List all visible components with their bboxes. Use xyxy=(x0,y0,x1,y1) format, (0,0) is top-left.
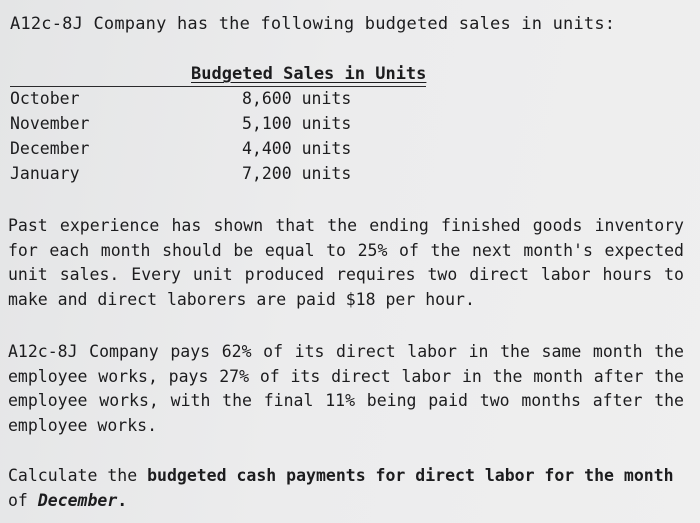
intro-text: A12c-8J Company has the following budgeted sales in units: xyxy=(10,14,616,34)
question-suffix: . xyxy=(117,490,128,510)
table-row-month: December xyxy=(10,139,90,158)
table-row-units: 7,200 units xyxy=(242,164,352,183)
budgeted-sales-table xyxy=(10,64,426,187)
table-row-month: November xyxy=(10,114,90,133)
table-header-label: Budgeted Sales in Units xyxy=(191,64,427,84)
table-row-month: October xyxy=(10,89,80,108)
table-row-units: 4,400 units xyxy=(242,139,352,158)
question-text xyxy=(8,464,684,513)
table-row xyxy=(10,87,426,112)
question-middle: of xyxy=(8,490,38,510)
table-header xyxy=(10,64,426,87)
question-prefix: Calculate the xyxy=(8,466,148,485)
question-bold-part: budgeted cash payments for direct labor for the month xyxy=(147,466,674,485)
table-row xyxy=(10,112,426,137)
table-row xyxy=(10,137,426,162)
table-row-month: January xyxy=(10,164,80,183)
labor-payment-paragraph: A12c-8J Company pays 62% of its direct labor in the same month the employee works, pays 27% of its direct labor in the month after the employee works, with the final 11% being paid two months after the employee works. xyxy=(8,342,684,435)
table-row xyxy=(10,162,426,187)
inventory-policy-paragraph: Past experience has shown that the ending finished goods inventory for each month should be equal to 25% of the next month's expected unit sales. Every unit produced requires two direct labor hours to make and direct laborers are paid $18 per hour. xyxy=(8,216,684,309)
question-emphasis: December xyxy=(37,490,118,510)
table-row-units: 8,600 units xyxy=(242,89,352,108)
table-row-units: 5,100 units xyxy=(242,114,352,133)
